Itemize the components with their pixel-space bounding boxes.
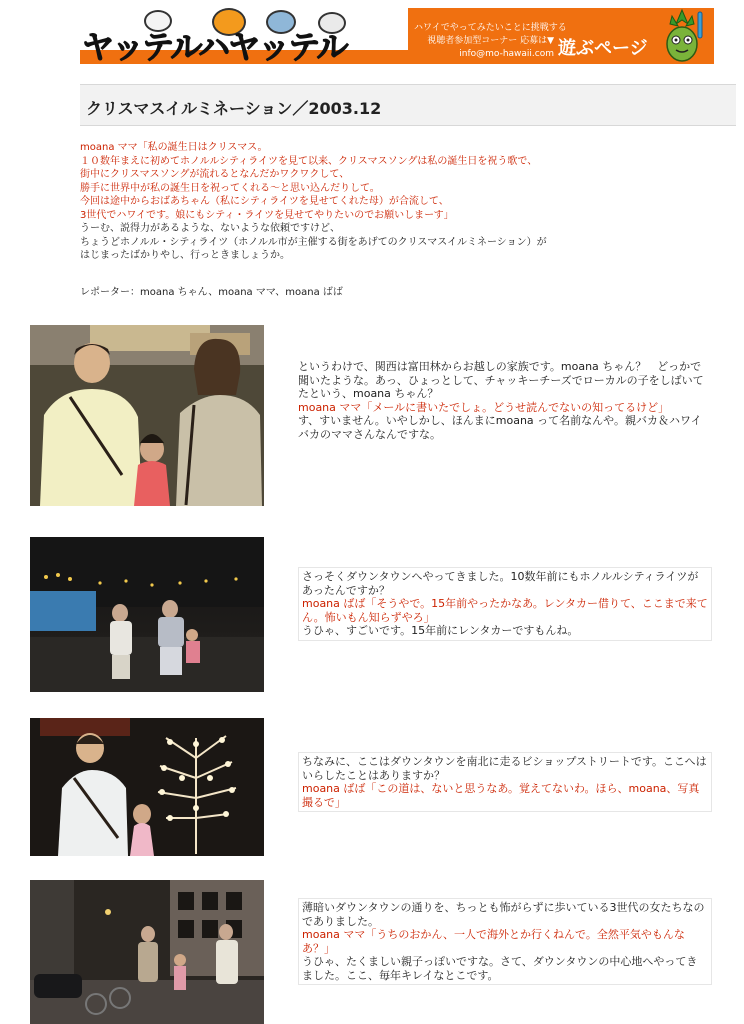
entry-caption [298, 752, 712, 812]
photo-downtown-street [30, 537, 264, 692]
caption-line: うひゃ、たくましい親子っぽいですな。さて、ダウンタウンの中心地へやってきました。ここ、毎年キレイなとこです。 [302, 955, 698, 982]
photo-lit-tree [30, 718, 264, 856]
entry-caption [298, 360, 712, 441]
intro-line: 3世代でハワイです。娘にもシティ・ライツを見せてやりたいのでお願いしまーす」 [80, 209, 454, 221]
intro-line: moana ママ「私の誕生日はクリスマス。 [80, 142, 268, 153]
site-logo[interactable] [80, 8, 408, 64]
caption-line: moana ばば「そうやで。15年前やったかなあ。レンタカー借りて、ここまで来てん。怖いもん知らずやろ」 [302, 597, 708, 624]
photo-scene [30, 537, 264, 692]
reporter-credit: レポーター：moana ちゃん、moana ママ、moana ばば [80, 287, 343, 298]
photo-scene [30, 880, 264, 1024]
play-page-label: 遊ぶページ [558, 38, 648, 59]
photo-night-walk [30, 880, 264, 1024]
intro-line: 今回は途中からおばあちゃん（私にシティライツを見せてくれた母）が合流して、 [80, 196, 449, 207]
photo-scene [30, 325, 264, 506]
caption-line: moana ママ「メールに書いたでしょ。どうせ読んでないの知ってるけど」 [298, 400, 670, 414]
intro-line: うーむ、説得力があるような、ないような依頼ですけど、 [80, 223, 340, 234]
intro-line: ちょうどホノルル・シティライツ（ホノルル市が主催する街をあげてのクリスマスイルミネーション）が [80, 236, 547, 248]
banner-info [408, 8, 714, 64]
tagline-line: ハワイでやってみたいことに挑戦する [414, 23, 567, 33]
intro-line: 街中にクリスマスソングが流れるとなんだかワクワクして、 [80, 169, 350, 180]
caption-line: す、すいません。いやしかし、ほんまにmoana って名前なんや。親バカ＆ハワイバカのママさんなんですな。 [298, 414, 702, 441]
entry-caption [298, 898, 712, 985]
intro-line: 勝手に世界中が私の誕生日を祝ってくれる～と思い込んだりして。 [80, 182, 380, 194]
photo-scene [30, 718, 264, 856]
caption-line: moana ばば「この道は、ないと思うなあ。覚えてないわ。ほら、moana、写真撮るで」 [302, 782, 700, 809]
caption-line: ちなみに、ここはダウンタウンを南北に走るビショップストリートです。ここへはいらしたことはありますか？ [302, 755, 707, 782]
entry-caption [298, 567, 712, 641]
caption-line: うひゃ、すごいです。15年前にレンタカーですもんね。 [302, 624, 579, 637]
page-title: クリスマスイルミネーション／2003.12 [86, 99, 382, 118]
logo-text: ヤッテルハヤッテル [82, 28, 347, 64]
intro-line: はじまったばかりやし、行っときましょうか。 [80, 250, 290, 261]
photo-family-greeting [30, 325, 264, 506]
banner-tagline [414, 22, 567, 61]
header-banner [80, 8, 714, 64]
contact-email-link[interactable]: info@mo-hawaii.com [459, 49, 554, 59]
intro-line: １０数年まえに初めてホノルルシティライツを見て以来、クリスマスソングは私の誕生日を祝う歌で、 [80, 155, 538, 167]
tagline-line: 視聴者参加型コーナー 応募は▼ [427, 36, 554, 46]
intro-text [80, 141, 680, 263]
caption-line: moana ママ「うちのおかん、一人で海外とか行くねんで。全然平気やもんなあ？」 [302, 928, 685, 955]
caption-line: というわけで、関西は富田林からお越しの家族です。moana ちゃん？ どっかで聞いたような。あっ、ひょっとして、チャッキーチーズでローカルの子をしばいてたという、moana ちゃん？ [298, 360, 704, 400]
pineapple-mascot-icon [654, 8, 710, 64]
page-title-bar [80, 84, 736, 126]
caption-line: さっそくダウンタウンへやってきました。10数年前にもホノルルシティライツがあったんですか？ [302, 570, 699, 597]
caption-line: 薄暗いダウンタウンの通りを、ちっとも怖がらずに歩いている3世代の女たちなのでありました。 [302, 901, 705, 928]
